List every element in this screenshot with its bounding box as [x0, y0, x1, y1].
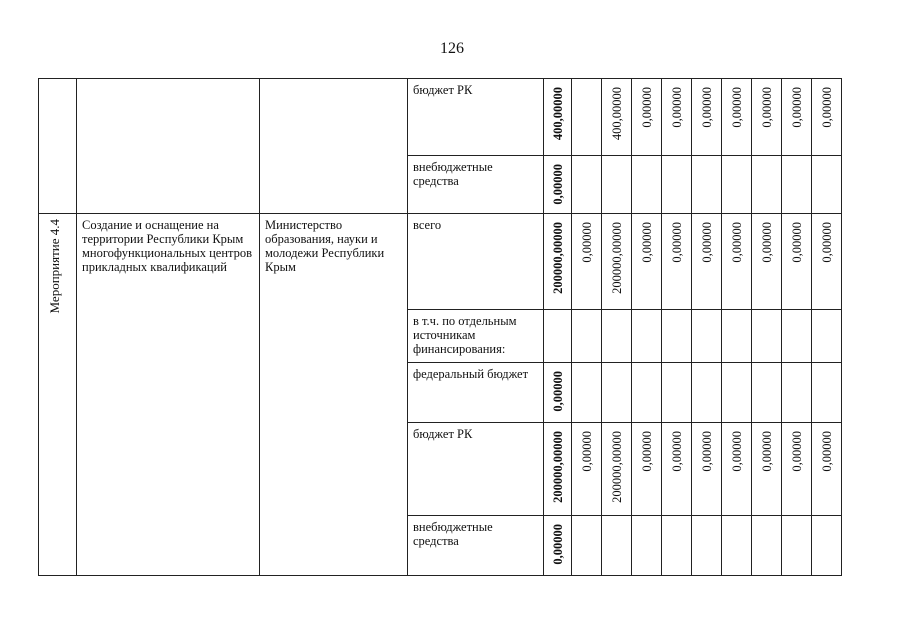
year-value-cell — [602, 156, 632, 214]
year-value: 0,00000 — [729, 87, 744, 128]
year-value-cell — [752, 214, 782, 310]
year-value: 0,00000 — [639, 87, 654, 128]
year-value: 0,00000 — [699, 222, 714, 263]
funding-source: федеральный бюджет — [413, 367, 529, 381]
total-cell — [544, 423, 572, 516]
page-number: 126 — [440, 40, 464, 57]
year-value-cell — [632, 79, 662, 156]
event-name-cell-prev — [77, 79, 260, 214]
year-value-cell — [632, 423, 662, 516]
funding-source-cell — [408, 79, 544, 156]
year-value-cell — [632, 516, 662, 576]
total-value: 200000,00000 — [550, 222, 565, 294]
funding-source-cell — [408, 214, 544, 310]
total-value: 0,00000 — [550, 371, 565, 412]
year-value-cell — [662, 423, 692, 516]
executor-cell — [260, 214, 408, 576]
year-value: 0,00000 — [789, 87, 804, 128]
year-value-cell — [752, 516, 782, 576]
year-value-cell — [572, 363, 602, 423]
year-value-cell — [782, 214, 812, 310]
year-value-cell — [572, 79, 602, 156]
year-value-cell — [662, 310, 692, 363]
year-value: 0,00000 — [699, 87, 714, 128]
year-value-cell — [722, 363, 752, 423]
total-cell — [544, 214, 572, 310]
funding-source: внебюджетные средства — [413, 160, 493, 188]
year-value: 0,00000 — [699, 431, 714, 472]
year-value-cell — [722, 310, 752, 363]
year-value: 0,00000 — [579, 431, 594, 472]
total-cell — [544, 79, 572, 156]
year-value-cell — [662, 79, 692, 156]
year-value-cell — [812, 423, 842, 516]
table-row — [39, 79, 842, 156]
year-value: 0,00000 — [669, 222, 684, 263]
funding-source: всего — [413, 218, 442, 232]
year-value: 0,00000 — [819, 222, 834, 263]
year-value-cell — [602, 214, 632, 310]
funding-source-cell — [408, 310, 544, 363]
total-cell — [544, 516, 572, 576]
year-value: 0,00000 — [759, 87, 774, 128]
funding-source-cell — [408, 363, 544, 423]
year-value-cell — [662, 214, 692, 310]
total-value: 400,00000 — [550, 87, 565, 141]
year-value-cell — [812, 214, 842, 310]
year-value: 200000,00000 — [609, 431, 624, 503]
funding-source: бюджет РК — [413, 83, 473, 97]
year-value: 200000,00000 — [609, 222, 624, 294]
year-value-cell — [602, 363, 632, 423]
year-value: 0,00000 — [669, 87, 684, 128]
funding-source: в т.ч. по отдельным источникам финансирования: — [413, 314, 517, 356]
year-value-cell — [572, 423, 602, 516]
year-value-cell — [632, 363, 662, 423]
year-value: 0,00000 — [759, 222, 774, 263]
year-value: 0,00000 — [759, 431, 774, 472]
funding-source-cell — [408, 516, 544, 576]
event-label-cell — [39, 214, 77, 576]
year-value: 0,00000 — [729, 222, 744, 263]
year-value-cell — [632, 156, 662, 214]
year-value-cell — [752, 79, 782, 156]
executor-name: Министерство образования, науки и молодежи Республики Крым — [265, 218, 385, 274]
year-value-cell — [812, 363, 842, 423]
year-value: 0,00000 — [789, 222, 804, 263]
year-value-cell — [692, 423, 722, 516]
year-value: 0,00000 — [729, 431, 744, 472]
year-value: 0,00000 — [789, 431, 804, 472]
year-value-cell — [812, 310, 842, 363]
year-value-cell — [782, 310, 812, 363]
year-value-cell — [602, 79, 632, 156]
total-cell — [544, 363, 572, 423]
year-value-cell — [572, 214, 602, 310]
funding-source: внебюджетные средства — [413, 520, 493, 548]
year-value-cell — [572, 310, 602, 363]
year-value-cell — [782, 516, 812, 576]
year-value: 0,00000 — [639, 222, 654, 263]
total-cell — [544, 310, 572, 363]
year-value-cell — [692, 516, 722, 576]
year-value-cell — [752, 363, 782, 423]
year-value-cell — [752, 156, 782, 214]
year-value-cell — [602, 423, 632, 516]
year-value: 0,00000 — [819, 431, 834, 472]
year-value-cell — [662, 363, 692, 423]
year-value-cell — [572, 516, 602, 576]
year-value-cell — [602, 310, 632, 363]
event-name-cell — [77, 214, 260, 576]
funding-source-cell — [408, 423, 544, 516]
funding-source: бюджет РК — [413, 427, 473, 441]
year-value-cell — [632, 310, 662, 363]
total-cell — [544, 156, 572, 214]
event-name: Создание и оснащение на территории Республики Крым многофункциональных центров прикладных квалификаций — [82, 218, 253, 274]
year-value-cell — [782, 156, 812, 214]
year-value-cell — [692, 310, 722, 363]
year-value-cell — [812, 156, 842, 214]
event-label-cell-prev — [39, 79, 77, 214]
total-value: 0,00000 — [550, 164, 565, 205]
year-value-cell — [722, 79, 752, 156]
table-row — [39, 214, 842, 310]
year-value-cell — [662, 516, 692, 576]
year-value-cell — [752, 423, 782, 516]
year-value: 0,00000 — [669, 431, 684, 472]
budget-table — [38, 78, 842, 576]
year-value-cell — [662, 156, 692, 214]
year-value-cell — [722, 156, 752, 214]
funding-source-cell — [408, 156, 544, 214]
total-value: 0,00000 — [550, 524, 565, 565]
year-value-cell — [632, 214, 662, 310]
year-value: 0,00000 — [579, 222, 594, 263]
year-value-cell — [782, 423, 812, 516]
year-value: 400,00000 — [609, 87, 624, 141]
year-value-cell — [722, 214, 752, 310]
executor-cell-prev — [260, 79, 408, 214]
year-value-cell — [782, 363, 812, 423]
year-value-cell — [752, 310, 782, 363]
total-value: 200000,00000 — [550, 431, 565, 503]
year-value-cell — [692, 214, 722, 310]
year-value-cell — [782, 79, 812, 156]
year-value: 0,00000 — [639, 431, 654, 472]
year-value-cell — [602, 516, 632, 576]
event-label: Мероприятие 4.4 — [47, 218, 62, 313]
year-value: 0,00000 — [819, 87, 834, 128]
year-value-cell — [812, 79, 842, 156]
year-value-cell — [722, 516, 752, 576]
year-value-cell — [722, 423, 752, 516]
year-value-cell — [812, 516, 842, 576]
year-value-cell — [692, 156, 722, 214]
year-value-cell — [572, 156, 602, 214]
year-value-cell — [692, 79, 722, 156]
year-value-cell — [692, 363, 722, 423]
